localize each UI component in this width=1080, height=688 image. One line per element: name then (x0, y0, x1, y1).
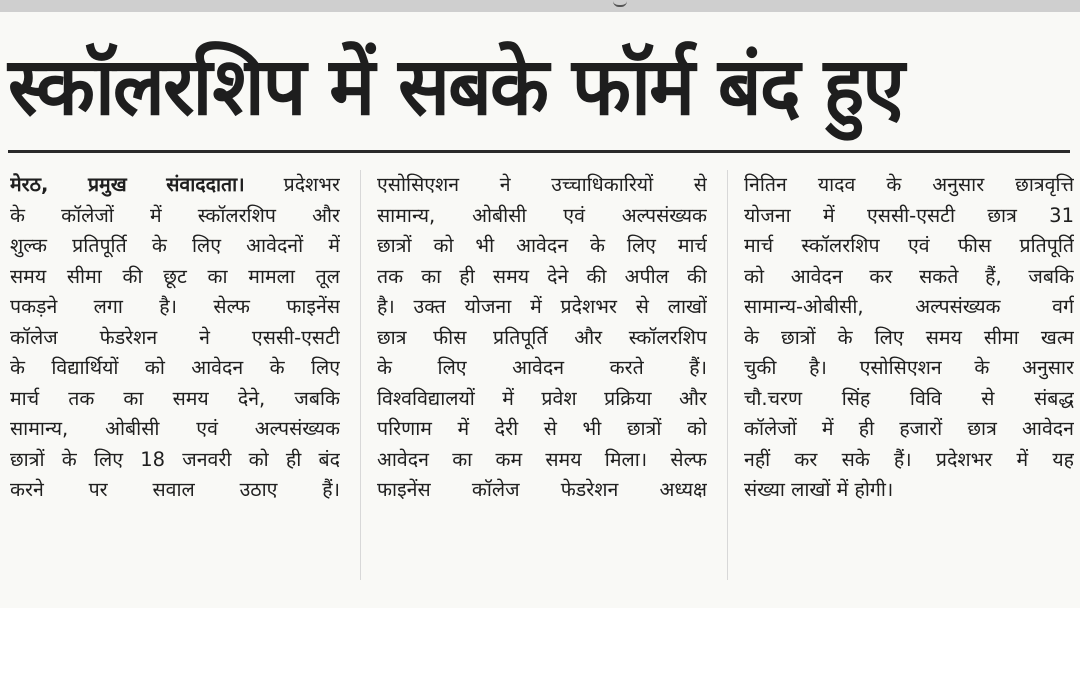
column-line: छात्र फीस प्रतिपूर्ति और स्कॉलरशिप (377, 325, 707, 349)
column-line: छात्रों को भी आवेदन के लिए मार्च (377, 234, 707, 257)
column-line: योजना में एससी-एसटी छात्र 31 (744, 203, 1074, 227)
column-line: को आवेदन कर सकते हैं, जबकि (744, 264, 1074, 288)
column-gutter-1 (360, 170, 361, 580)
column-line: के लिए आवेदन करते हैं। (377, 356, 707, 379)
column-line: चुकी है। एसोसिएशन के अनुसार (744, 356, 1074, 379)
column-line: फाइनेंस कॉलेज फेडरेशन अध्यक्ष (377, 478, 707, 501)
column-line: मेरठ, प्रमुख संवाददाता। प्रदेशभर (10, 173, 340, 196)
column-line: आवेदन का कम समय मिला। सेल्फ (377, 447, 707, 471)
column-line: मार्च स्कॉलरशिप एवं फीस प्रतिपूर्ति (744, 234, 1074, 257)
column-line: कॉलेजों में ही हजारों छात्र आवेदन (744, 417, 1074, 440)
column-line: परिणाम में देरी से भी छात्रों को (377, 417, 707, 440)
column-line: संख्या लाखों में होगी। (744, 478, 894, 501)
column-line: सामान्य, ओबीसी एवं अल्पसंख्यक (10, 417, 340, 440)
column-line: शुल्क प्रतिपूर्ति के लिए आवेदनों में (10, 234, 340, 257)
column-line: मार्च तक का समय देने, जबकि (10, 386, 340, 410)
dateline: मेरठ, प्रमुख संवाददाता। (10, 173, 245, 196)
column-line: विश्वविद्यालयों में प्रवेश प्रक्रिया और (377, 386, 707, 410)
notch-mark (613, 0, 627, 7)
top-strip (0, 0, 1080, 12)
column-line: नहीं कर सके हैं। प्रदेशभर में यह (744, 447, 1074, 471)
article-column-1 (10, 170, 340, 506)
column-line: कॉलेज फेडरेशन ने एससी-एसटी (10, 325, 340, 349)
headline: स्कॉलरशिप में सबके फॉर्म बंद हुए (8, 40, 903, 133)
headline-rule (8, 150, 1070, 153)
column-line: समय सीमा की छूट का मामला तूल (10, 264, 340, 288)
column-line: सामान्य-ओबीसी, अल्पसंख्यक वर्ग (744, 295, 1074, 318)
column-line: के विद्यार्थियों को आवेदन के लिए (10, 356, 340, 379)
column-line: पकड़ने लगा है। सेल्फ फाइनेंस (10, 295, 340, 318)
column-gutter-2 (727, 170, 728, 580)
column-line: करने पर सवाल उठाए हैं। (10, 478, 340, 501)
column-line: तक का ही समय देने की अपील की (377, 264, 707, 288)
column-line: के छात्रों के लिए समय सीमा खत्म (744, 325, 1074, 349)
column-line: नितिन यादव के अनुसार छात्रवृत्ति (744, 173, 1074, 196)
column-line: छात्रों के लिए 18 जनवरी को ही बंद (10, 447, 340, 471)
column-line: है। उक्त योजना में प्रदेशभर से लाखों (377, 295, 707, 318)
column-line: एसोसिएशन ने उच्चाधिकारियों से (377, 173, 707, 196)
column-line: सामान्य, ओबीसी एवं अल्पसंख्यक (377, 203, 707, 227)
column-line: चौ.चरण सिंह विवि से संबद्ध (744, 386, 1074, 410)
article-column-2 (377, 170, 707, 506)
article-column-3 (744, 170, 1074, 506)
column-line: के कॉलेजों में स्कॉलरशिप और (10, 203, 340, 227)
